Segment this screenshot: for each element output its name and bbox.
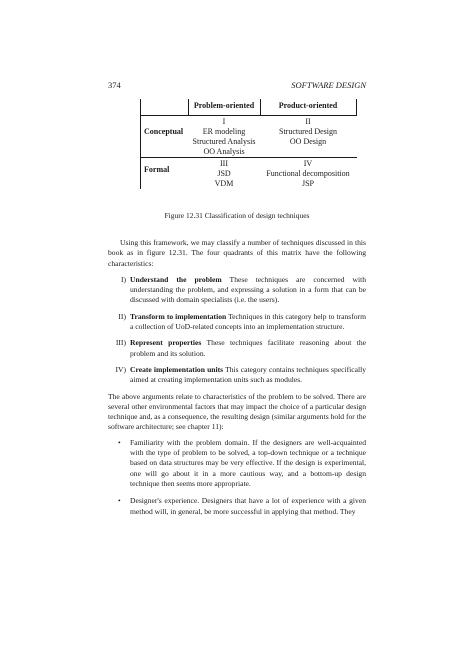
bullet-text: Familiarity with the problem domain. If the designers are well-acquainted with the type of problem to be solved, a top-down technique or a technique based on data structures may be very effective. If the design is experimental, one will go about it in a more cautious way, and a bottom-up design technique then seems more appropriate. [130, 437, 366, 488]
item-number: I) [120, 274, 126, 284]
list-item [108, 275, 366, 306]
bullet-item [108, 496, 366, 517]
bullet-icon: • [118, 437, 121, 447]
quadrant-numeral: I [222, 117, 226, 126]
classification-matrix [140, 99, 357, 189]
factors-list [108, 438, 366, 517]
characteristics-list [108, 275, 366, 386]
row-label-conceptual: Conceptual [144, 127, 184, 136]
technique: VDM [214, 179, 234, 188]
intro-paragraph: Using this framework, we may classify a number of techniques discussed in this book as in figure 12.31. The four quadrants of this matrix have the following characteristics: [108, 238, 366, 268]
matrix-header-row [140, 99, 357, 115]
row-label-formal: Formal [144, 165, 170, 174]
technique: Structured Analysis [192, 137, 256, 146]
quadrant-III [188, 159, 260, 189]
bullet-text: Designer's experience. Designers that have a lot of experience with a given method will, in general, be more successful in applying that method. They [130, 496, 366, 516]
technique: OO Design [289, 137, 327, 146]
item-term: Represent properties [130, 338, 202, 348]
page-number: 374 [108, 80, 121, 90]
item-term: Create implementation units [130, 364, 224, 374]
technique: JSP [301, 179, 314, 188]
list-item [108, 338, 366, 359]
item-number: II) [118, 311, 126, 321]
quadrant-II [260, 117, 356, 147]
technique: Functional decomposition [266, 169, 350, 178]
running-head: SOFTWARE DESIGN [291, 80, 366, 90]
item-term: Understand the problem [130, 274, 222, 284]
column-head-product-oriented: Product-oriented [278, 101, 338, 110]
factors-paragraph: The above arguments relate to characteristics of the problem to be solved. There are several other environmental factors that may impact the choice of a particular design technique and, as a consequence, the resulting design (similar arguments hold for the software architecture; see chapter 11): [108, 391, 366, 432]
column-head-problem-oriented: Problem-oriented [193, 101, 255, 110]
item-term: Transform to implementation [130, 311, 227, 321]
matrix-row-conceptual [140, 115, 357, 157]
quadrant-numeral: IV [303, 159, 313, 168]
technique: OO Analysis [203, 147, 245, 156]
bullet-item [108, 438, 366, 489]
quadrant-numeral: III [220, 159, 228, 168]
technique: ER modeling [202, 127, 246, 136]
quadrant-IV [260, 159, 356, 189]
page-header [108, 80, 366, 92]
quadrant-I [188, 117, 260, 157]
list-item [108, 312, 366, 333]
figure-caption: Figure 12.31 Classification of design techniques [164, 211, 310, 220]
item-text: This category contains techniques specifically aimed at creating implementation units such as modules. [130, 364, 366, 385]
item-text: These techniques are concerned with understanding the problem, and expressing a solution in a form that can be discussed with domain specialists (i.e. the users). [130, 274, 366, 305]
bullet-icon: • [118, 496, 121, 506]
matrix-row-formal [140, 157, 357, 189]
item-text: These techniques facilitate reasoning about the problem and its solution. [130, 338, 366, 358]
item-text: Techniques in this category help to transform a collection of UoD-related concepts into an implementation structure. [130, 311, 366, 332]
list-item [108, 365, 366, 386]
technique: JSD [217, 169, 231, 178]
technique: Structured Design [279, 127, 337, 136]
body-text [108, 238, 366, 524]
item-number: III) [115, 338, 126, 348]
item-number: IV) [115, 364, 126, 374]
quadrant-numeral: II [305, 117, 311, 126]
